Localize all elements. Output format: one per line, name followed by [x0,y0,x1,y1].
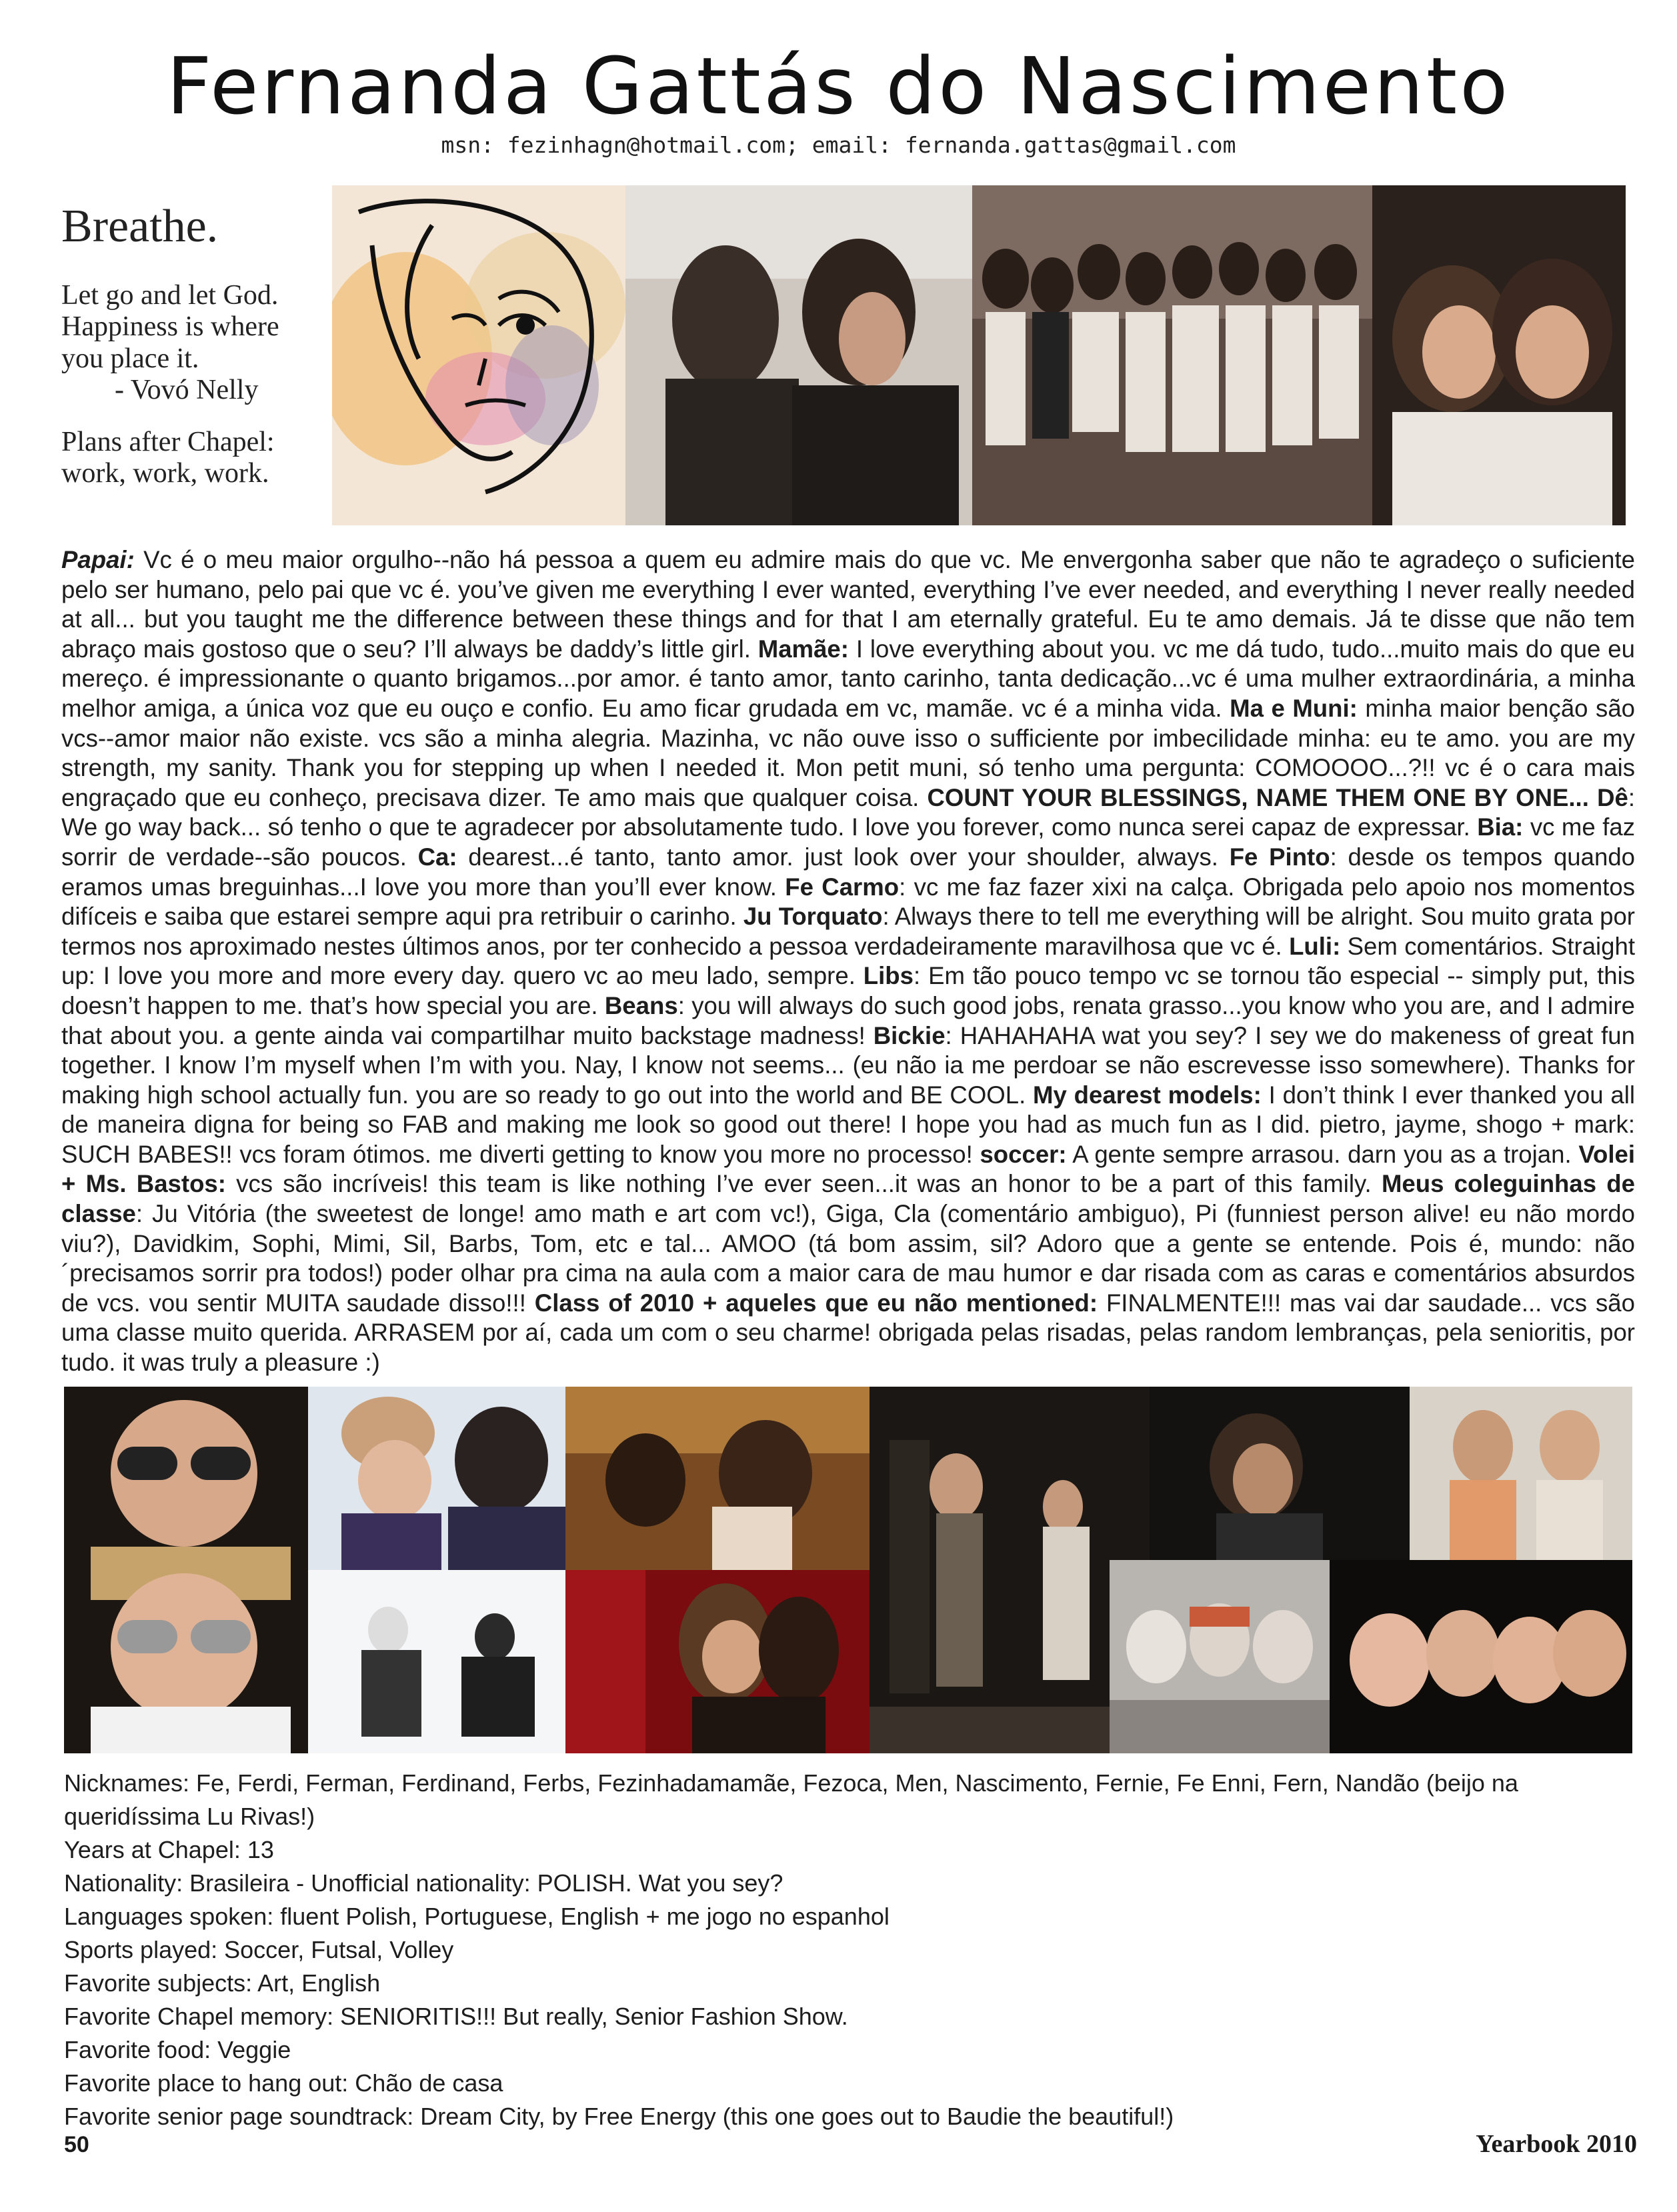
fact-nicknames: Nicknames: Fe, Ferdi, Ferman, Ferdinand, Ferbs, Fezinhadamamãe, Fezoca, Men, Nascimento, Fernie, Fe Enni, Fern, Nandão (beijo na queridíssima Lu Rivas!) [64,1769,1518,1830]
message-text: minha maior benção são vcs--amor maior não existe. vcs são a minha alegria. Mazinha, vc não ouve isso o sufficiente por imbecilidade minha: eu te amo. you are my strength, my sanity. Thank you for stepping up when I needed it. Mon petit muni, só tenho uma pergunta: COMOOOO...?!! vc é o cara mais engraçado que eu conheço, precisava dizer. Te amo mais que qualquer coisa. [61,694,1636,811]
group-girls-photo [972,185,1372,525]
fact-nationality: Nationality: Brasileira - Unofficial nationality: POLISH. Wat you sey? [64,1869,783,1897]
page-title: Fernanda Gattás do Nascimento [166,40,1511,132]
message-name-label: Mamãe: [757,635,849,663]
message-text: FINALMENTE!!! mas vai dar saudade... vcs são uma classe muito querida. ARRASEM por aí, cada um com o seu charme! obrigada pelas risadas, pelas random lembranças, pela senioritis, por tudo. it was truly a pleasure :) [61,1289,1635,1377]
message-name-label: Ma e Muni: [1230,694,1358,722]
message-text: : vc me faz fazer xixi na calça. Obrigada pelo apoio nos momentos difíceis e saiba que estarei sempre aqui pra retribuir o carinho. [61,873,1635,931]
message-text: : Ju Vitória (the sweetest de longe! amo math e art com vc!), Giga, Cla (comentário ambiguo), Pi (funniest person alive! eu não mordo viu?), Davidkim, Sophi, Mimi, Sil, Barbs, Tom, etc e tal... AMOO (tá bom assim, sil? Adoro que a gente se entende. Pois é, mundo: não ´precisamos sorrir pra todos!) poder olhar pra cima na aula com a maior cara de mau humor e dar risada com as caras e comentários absurdos de vcs. vou sentir MUITA saudade disso!!! [61,1200,1635,1317]
quote-line: you place it. [61,343,199,374]
sunglasses-kids-photo [64,1387,308,1753]
quote-line: Happiness is where [61,311,279,343]
message-name-label: Beans [604,991,678,1019]
fashion-show-photo [870,1387,1150,1753]
message-name-label: Class of 2010 + aqueles que eu não mentioned: [534,1289,1098,1317]
group-smile-photo [1330,1560,1632,1753]
message-text: I don’t think I ever thanked you all de maneira digna for being so FAB and making me look so good out there! I hope you had as much fun as I did. pietro, jayme, shogo + mark: SUCH BABES!! vcs foram ótimos. me diverti getting to know you more no processo! [61,1081,1635,1168]
message-text: vcs são incríveis! this team is like nothing I’ve ever seen...it was an honor to be a part of this family. [225,1170,1382,1198]
dedication-message [61,545,1635,1378]
message-text: Vc é o meu maior orgulho--não há pessoa a quem eu admire mais do que vc. Me envergonha saber que não te agradeço o suficiente pelo ser humano, pelo pai que vc é. you’ve given me everything I ever wanted, everything I’ve ever needed, and everything I never really needed at all... but you taught me the difference between these things and for that I am eternally grateful. Eu te amo demais. Já te disse que não tem abraço mais gostoso que o seu? I’ll always be daddy’s little girl. [61,546,1635,663]
message-text: Sem comentários. Straight up: I love you more and more every day. quero vc ao meu lado, sempre. [61,932,1636,990]
fact-food: Favorite food: Veggie [64,2036,291,2063]
message-text: : We go way back... só tenho o que te agradecer por absolutamente tudo. I love you forever, como nunca serei capaz de expressar. [61,783,1635,841]
contact-line: msn: fezinhagn@hotmail.com; email: fernanda.gattas@gmail.com [441,132,1236,158]
message-text: : HAHAHAHA wat you sey? I sey we do makeness of great fun together. I know I’m myself when I’m with you. Nay, I know not seems... (eu não ia me perdoar se não escrevesse isso somewhere). Thanks for making high school actually fun. you are so ready to go out into the world and BE COOL. [61,1021,1635,1109]
message-name-label: COUNT YOUR BLESSINGS, NAME THEM ONE BY ONE... Dê [927,783,1628,811]
message-name-label: soccer: [980,1140,1067,1168]
quote [61,280,328,407]
fact-years: Years at Chapel: 13 [64,1836,274,1863]
fact-languages: Languages spoken: fluent Polish, Portuguese, English + me jogo no espanhol [64,1903,890,1930]
message-text: : desde os tempos quando eramos umas breguinhas...I love you more than you’ll ever know. [61,843,1636,901]
message-text: dearest...é tanto, tanto amor. just look over your shoulder, always. [457,843,1230,871]
plans-after-chapel [61,427,328,490]
fact-soundtrack: Favorite senior page soundtrack: Dream City, by Free Energy (this one goes out to Baudie the beautiful!) [64,2103,1174,2130]
plans-line: work, work, work. [61,458,269,489]
message-name-label: Fe Pinto [1229,843,1330,871]
red-curtain-photo [565,1570,870,1753]
fact-hangout: Favorite place to hang out: Chão de casa [64,2069,503,2097]
two-friends-photo [1372,185,1626,525]
yearbook-label: Yearbook 2010 [1476,2130,1637,2158]
fact-sports: Sports played: Soccer, Futsal, Volley [64,1936,454,1963]
two-girls-room-photo [1410,1387,1632,1560]
message-name-label: My dearest models: [1033,1081,1262,1109]
quote-line: Let go and let God. [61,280,279,311]
two-women-photo [625,185,972,525]
quote-attribution: - Vovó Nelly [115,375,259,406]
message-name-label: Bia: [1477,813,1524,841]
fact-memory: Favorite Chapel memory: SENIORITIS!!! But really, Senior Fashion Show. [64,2003,848,2030]
message-name-label: Papai: [61,546,135,573]
message-text: : Always there to tell me everything will be alright. Sou muito grata por termos nos aproximado nestes últimos anos, por ter conhecido a pessoa verdadeiramente maravilhosa que vc é. [61,903,1635,960]
drawing-portrait-photo [332,185,625,525]
three-friends-photo [1110,1560,1330,1753]
message-text: vc me faz sorrir de verdade--são poucos. [61,813,1635,871]
snow-photo [308,1570,565,1753]
breathe-heading: Breathe. [61,201,219,252]
message-text: A gente sempre arrasou. darn you as a trojan. [1066,1140,1579,1168]
dark-party-photo [1150,1387,1410,1560]
message-name-label: Volei + Ms. Bastos: [61,1140,1636,1198]
facts-list [64,1767,1638,2133]
page-number: 50 [64,2132,89,2157]
message-name-label: Ju Torquato [743,903,883,931]
party-hug-photo [565,1387,870,1570]
message-name-label: Luli: [1289,932,1341,960]
message-text: : Em tão pouco tempo vc se tornou tão especial -- simply put, this doesn’t happen to me. that’s how special you are. [61,962,1635,1019]
sidebar-quote-block [61,200,328,490]
message-text: : you will always do such good jobs, renata grasso...you know who you are, and I admire that about you. a gente ainda vai compartilhar muito backstage madness! [61,991,1635,1049]
message-name-label: Meus coleguinhas de classe [61,1170,1635,1228]
plans-line: Plans after Chapel: [61,426,275,457]
message-name-label: Bickie [873,1021,946,1049]
message-name-label: Libs [863,962,914,990]
message-name-label: Ca: [417,843,457,871]
message-name-label: Fe Carmo [785,873,900,901]
winter-hat-photo [308,1387,565,1570]
message-text: I love everything about you. vc me dá tudo, tudo...muito mais do que eu mereço. é impressionante o quanto brigamos...por amor. é tanto amor, tanto carinho, tanta dedicação...vc é uma mulher extraordinária, a minha melhor amiga, a única voz que eu ouço e confio. Eu amo ficar grudada em vc, mamãe. vc é a minha vida. [61,635,1635,722]
fact-subjects: Favorite subjects: Art, English [64,1969,381,1997]
